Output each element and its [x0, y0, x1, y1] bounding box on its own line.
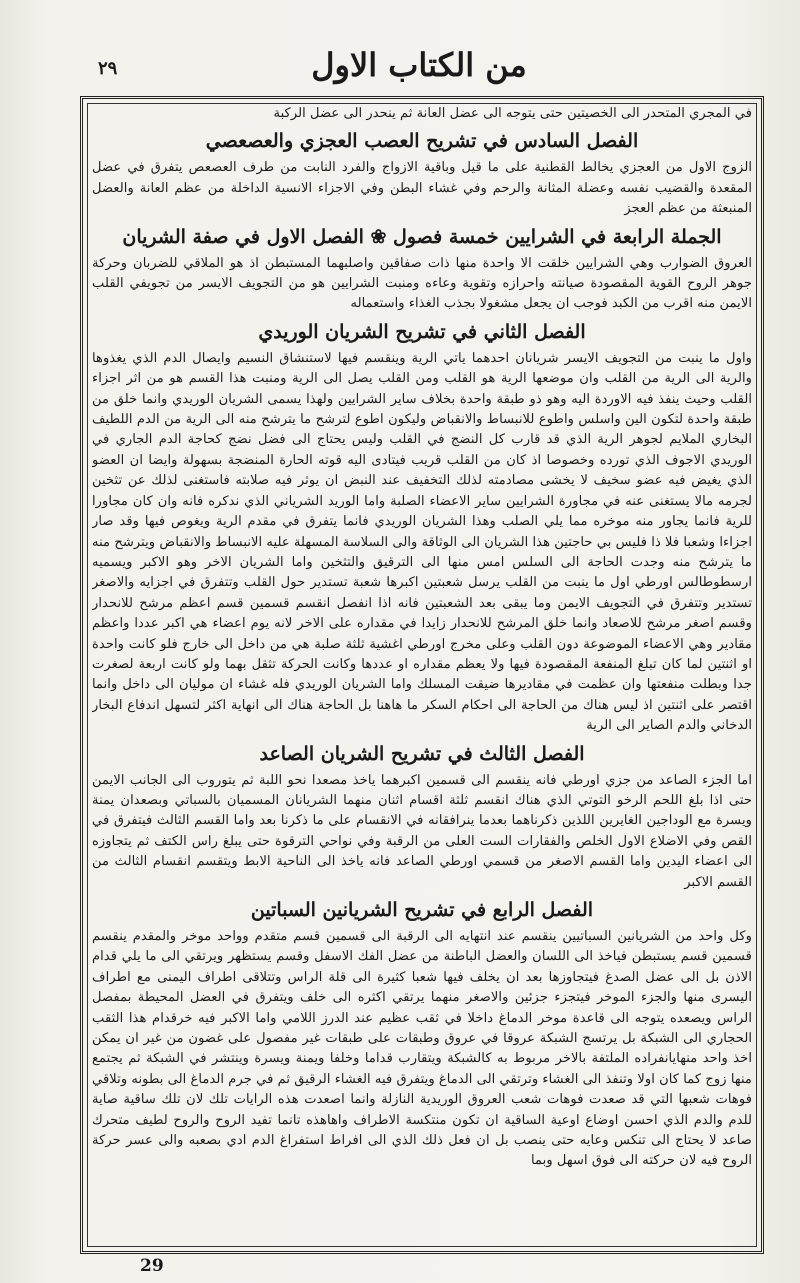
running-title: من الكتاب الاول — [311, 46, 527, 84]
text-body — [92, 104, 752, 1244]
section-heading-fourth-chapter: الفصل الرابع في تشريح الشريانين السباتين — [250, 899, 594, 921]
paragraph: اما الجزء الصاعد من جزي اورطي فانه ينقسم الى قسمين اكبرهما ياخذ مصعدا نحو اللبة ثم يتوروب الى الجانب الايمن حتى اذا بلغ اللحم الرخو التوتي الذي هناك انقسم ثلثة اقسام اثنان منهما الشريانان المسميان بالسباتي وبصعدان يمنة ويسرة مع الوداجين الغايرين اللذين ذكرناهما بعدما ينرافقانه في الانقسام على ما ذكرنا بعد واما القسم الثالث فيتفرق في القص وفي الاضلاع الاول الخلص والفقارات الست العلى من الرقبة وفي نواحي الترقوة حتى يبلغ راس الكتف ثم يتجاوزه الى اعضاء اليدين واما القسم الاصغر من قسمي اورطي الصاعد فانه ياخذ الى الناحية الابط ويتقسم انقسام الثالث من القسم الاكبر — [92, 772, 752, 890]
page-number-top: ٢٩ — [98, 58, 118, 79]
paragraph: واول ما ينبت من التجويف الايسر شريانان احدهما ياتي الرية وينقسم فيها لاستنشاق النسيم وايصال الدم الذي يغذوها والرية الى الرية من القلب وان موضعها الرية هو القلب ومن القلب يصل الى الرية ومنبت هذا القسم هو من اثر اجزاء القلب وحيث ينفذ فيه الاوردة اليه وهو ذو طبقة واحدة بخلاف ساير الشرايين ولهذا يسمى الشريان الوريدي وانما خلق من طبقة واحدة لتكون الين واسلس واطوع للانبساط والانقباض وليكون اطوع لترشح ما يترشح منه الى الرية من الدم اللطيف البخاري الملايم لجوهر الرية الذي قد قارب كل النضج في القلب وليس يحتاج الى فضل نضج كحاجة الدم الجاري في الوريدي الاجوف الذي تورده وخصوصا اذ كان من القلب قريب فيتادى اليه قوته الحارة المنضجة بسهولة وايضا ان العضو الذي يغيض فيه عضو سخيف لا يخشى مصادمته لذلك التخفيف عند النبض ان يوثر فيه صلابته فاستغنى لذلك عن تثخين لجرمه مالا يستغنى عنه في مجاورة الشرايين ساير الاعضاء الصلبة واما الوريد الشرياني الذي ندكره فانه وان كان مجاورا للرية فانما يجاور منه موخره مما يلي الصلب وهذا الشريان الوريدي فانما يتفرق في مقدم الرية ويغوص فيها وقد صار اجزاءا وشعبا فلا ذا فليس بي حاجتين هذا الشريان الى الوثاقة والى السلاسة المسهلة عليه الانبساط والانقباض ويترشح منه ما يترشح منه وجدت الحاجة الى السلس امس منها الى الترقيق والتثخين واما الشريان الاخر وهو الاكبر ويسميه ارسطوطالس اورطي اول ما ينبت من القلب يرسل شعبتين اكبرها شعبة تستدير حول القلب وتتفرق في اجزايه والاصغر تستدير وتتفرق في التجويف الايمن وما يبقى بعد الشعبتين فانه اذا انفصل انقسم قسمين قسم اعظم مرشح للانحدار وقسم اصغر مرشح للاصعاد وانما خلق المرشح للانحدار زايدا في مقداره على الاخر لانه يوم اعضاء هي اكبر عددا واعظم مقادير وهي الاعضاء الموضوعة دون القلب وعلى مخرج اورطي اغشية ثلثة صلبة هي من داخل الى خارج فلو كانت واحدة او اثنتين لما كان تبلغ المنفعة المقصودة فيها ولا يعظم مقداره او عددها وكانت الحركة تثقل بهما ولو كانت اربعة لصغرت جدا وبطلت منفعتها وان عظمت في مقاديرها ضيقت المسلك واما الشريان الوريدي فله غشاء ان موليان الى داخل وانما اقتصر على اثنتين اذ ليس هناك من الحاجة الى احكام السكر ما هاهنا بل الحاجة هناك الى انهاية اكثر لتسهل اندفاع البخار الدخاني والدم الصاير الى الرية — [92, 350, 752, 734]
paragraph: وكل واحد من الشريانين السباتيين ينقسم عند انتهايه الى الرقبة الى قسمين قسم متقدم وواحد موخر والمقدم ينقسم قسمين قسم يستبطن فياخذ الى اللسان والعضل الباطنة من عضل الفك الاسفل وقسم يستظهر ويرتقي الى ما يلي قدام الاذن بل الى عضل الصدغ فيتجاوزها بعد ان يخلف فيها شعبا كثيرة الى قلة الراس وتتلاقى اطراف اليمنى مع اطراف اليسرى منها والجزء الموخر فيتجزء جزئين والاصغر منهما يرتقي اكثره الى خلف ويتفرق في العضل المحيطة بمفصل الراس ويصعده يتوجه الى قاعدة موخر الدماغ داخلا في ثقب عظيم عند الدرز اللامي واما الاكبر فيه خرقدام هذا الثقب الحجاري الى الشبكة بل يرتسج الشبكة عروقا في عروق وطبقات على طبقات غير مفصول على غضون من غير ان يمكن اخذ واحد منهايانفراده الملتفة بالاخر مربوط به كالشبكة ويتقارب قداما وخلفا ويمنة ويسرة وينتشر في الشبكة ثم يجتمع منها زوج كما كان اولا وتنفذ الى الغشاء وترتقي الى الدماغ ويتفرق فيه الغشاء الرقيق ثم في جرم الدماغ الى بطونه وتلاقي فوهات شعبها التي قد صعدت فوهات شعب العروق الوريدية النازلة وانما اصعدت هذه الرايات تلك لان تلك ساقية صاية للدم والدم الذي احسن اوضاع اوعية الساقية ان تكون منتكسة الاطراف واهاهذه تانما تفيد الروح والروح لطيف متحرك صاعد لا يحتاج الى تنكس وعايه حتى ينصب بل ان فعل ذلك الذي الى افراط استفراغ الدم ادي بصعبه والى عسر حركة الروح فيه لان حركته الى فوق اسهل وبما — [92, 929, 752, 1169]
section-heading-sixth-chapter: الفصل السادس في تشريح العصب العجزي والعصعصي — [205, 130, 639, 153]
paragraph: العروق الضوارب وهي الشرايين خلقت الا واحدة منها ذات صفاقين واصلبهما المستبطن اذ هو الملاقي للضربان وحركة جوهر الروح القوية المقصودة صيانته واحرازه وتقوية وعاءه ومنبت الشرايين هو من التجويف الايسر من تجويفي القلب الايمن منه اقرب من الكبد فوجب ان يجعل مشغولا بجذب الغذاء واستعماله — [92, 255, 752, 312]
section-heading-fourth-part: الجملة الرابعة في الشرايين خمسة فصول ❀ الفصل الاول في صفة الشريان — [122, 225, 722, 248]
section-heading-second-chapter: الفصل الثاني في تشريح الشريان الوريدي — [258, 320, 586, 343]
page-number-bottom: 29 — [140, 1256, 164, 1276]
paragraph: الزوج الاول من العجزي يخالط القطنية على ما قيل وباقية الازواج والفرد النابت من طرف العصعص يتفرق في عضل المقعدة والقضيب نفسه وعضلة المثانة والرحم وفي غشاء البطن وفي الاجزاء الانسية الداخلة من عظم العانة والعضل المنبعثة من عظم العجز — [92, 160, 752, 217]
paragraph-continuation: في المجري المتحدر الى الخصيتين حتى يتوجه الى عضل العانة ثم ينحدر الى عضل الركبة — [273, 106, 752, 121]
page-header — [78, 46, 760, 90]
section-heading-third-chapter: الفصل الثالث في تشريح الشريان الصاعد — [259, 742, 585, 765]
